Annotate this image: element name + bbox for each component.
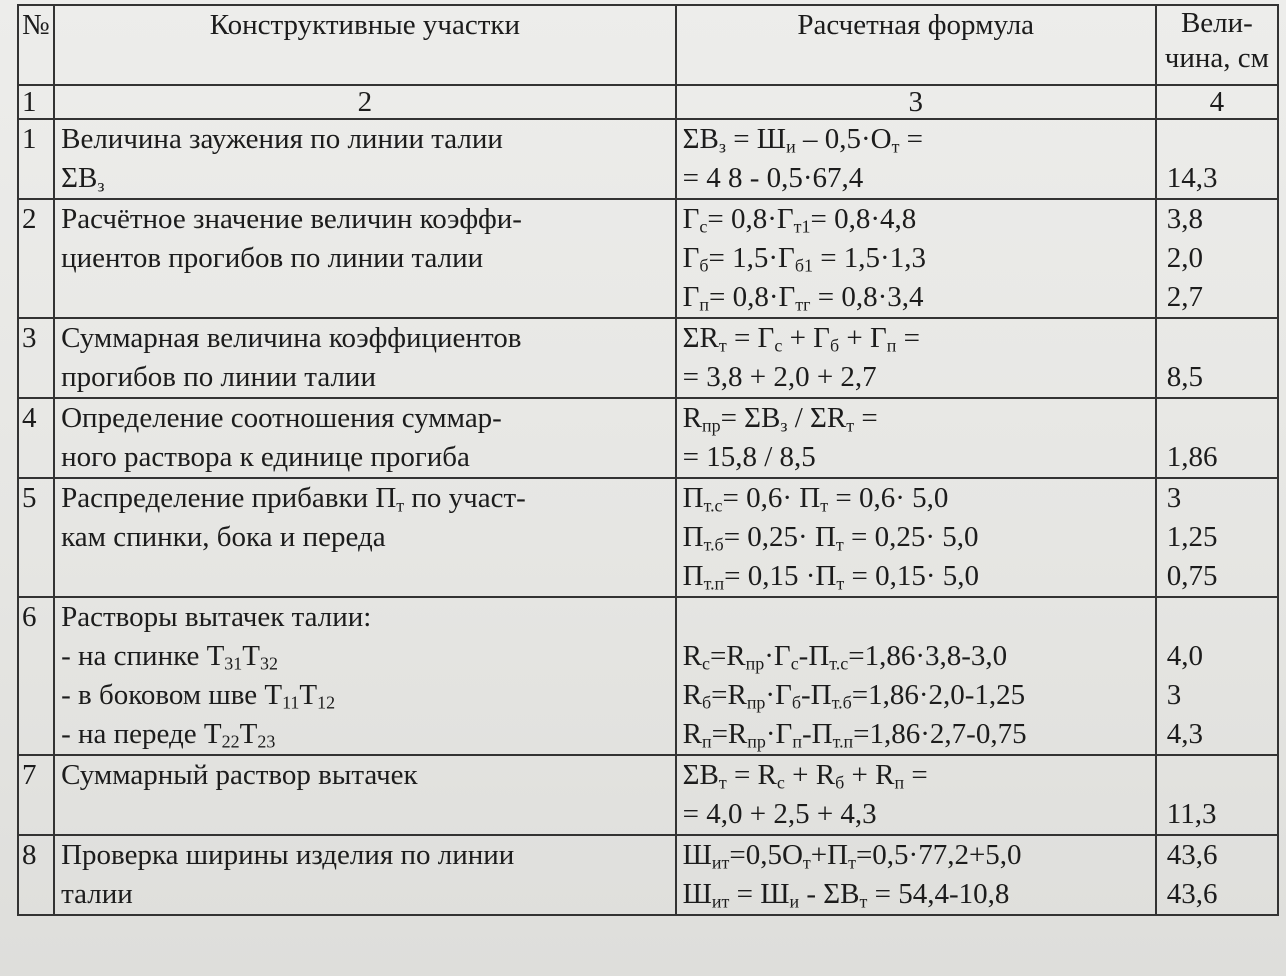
section-cell-line: прогибов по линии талии [61, 361, 376, 393]
table-row [18, 119, 1278, 199]
value-cell-line: 0,75 [1166, 560, 1218, 592]
table-body [18, 119, 1278, 915]
formula-cell-line: $Г_б= 1,5\cdot Г_{б1} = 1,5\cdot 1,3$ [682, 242, 926, 276]
value-cell [1156, 318, 1278, 398]
value-cell-line: 1,25 [1166, 521, 1218, 553]
section-cell-line [61, 795, 669, 834]
row-number: 1 [18, 119, 54, 199]
formula-cell [676, 199, 1156, 318]
column-number: 3 [676, 85, 1156, 119]
formula-cell [676, 398, 1156, 478]
section-cell-line: - в боковом шве $Т_{11}Т_{12}$ [61, 679, 336, 713]
value-cell-line [1167, 120, 1271, 159]
value-cell-line: 3 [1166, 482, 1182, 514]
value-cell [1156, 398, 1278, 478]
header-number: № [18, 5, 54, 85]
formula-cell-line: $R_с=R_{пр}\cdot Г_с-П_{т.с}=1,86\cdot 3,8-3,0$ [682, 640, 1008, 674]
table-row [18, 318, 1278, 398]
value-cell-line: 43,6 [1166, 839, 1218, 871]
value-cell-line: 3,8 [1166, 203, 1204, 235]
section-cell-line: Величина заужения по линии талии [61, 123, 503, 155]
section-cell-line: циентов прогибов по линии талии [61, 242, 484, 274]
value-cell-line [1167, 399, 1271, 438]
section-cell [54, 597, 676, 755]
section-cell-line: талии [61, 878, 133, 910]
formula-cell [676, 755, 1156, 835]
section-cell-line: Определение соотношения суммар- [61, 402, 502, 434]
formula-cell-line [683, 598, 1149, 637]
value-cell-line: 4,3 [1166, 718, 1204, 750]
table-row [18, 398, 1278, 478]
column-number-row [18, 85, 1278, 119]
section-cell [54, 199, 676, 318]
formula-cell-line: $R_п=R_{пр}\cdot Г_п-П_{т.п}=1,86\cdot 2,7-0,75$ [682, 718, 1027, 752]
column-number: 1 [18, 85, 54, 119]
section-cell-line: ного раствора к единице прогиба [61, 441, 470, 473]
section-cell-line: Суммарный раствор вытачек [61, 759, 418, 791]
column-number: 4 [1156, 85, 1278, 119]
formula-cell [676, 318, 1156, 398]
value-cell-line: 2,7 [1166, 281, 1204, 313]
formula-cell-line: $\Sigma В_з = Ш_и - 0,5\cdot О_т$ = [682, 123, 924, 157]
table-row [18, 478, 1278, 597]
formula-cell-line: $П_{т.п}= 0,15 \cdot П_т = 0,15\cdot 5,0$ [682, 560, 980, 594]
section-cell [54, 318, 676, 398]
row-number: 7 [18, 755, 54, 835]
value-cell [1156, 478, 1278, 597]
section-cell-line: Расчётное значение величин коэффи- [61, 203, 522, 235]
formula-cell-line: = 3,8 + 2,0 + 2,7 [682, 361, 877, 393]
section-cell-line: $\Sigma В_з$ [61, 162, 105, 196]
section-cell [54, 119, 676, 199]
formula-cell [676, 835, 1156, 915]
formula-cell [676, 478, 1156, 597]
formula-cell [676, 597, 1156, 755]
header-value-line1: Вели- [1180, 7, 1253, 39]
section-cell [54, 755, 676, 835]
formula-cell-line: $\Sigma В_т = R_с + R_б + R_п$ = [682, 759, 928, 793]
formula-cell-line: $\Sigma R_т = Г_с + Г_б + Г_п$ = [682, 322, 920, 356]
formula-cell-line: $Ш_{ит} = Ш_и - \Sigma В_т = 54,4-10,8$ [682, 878, 1010, 912]
column-number: 2 [54, 85, 676, 119]
row-number: 3 [18, 318, 54, 398]
formula-cell-line: $П_{т.с}= 0,6\cdot П_т = 0,6\cdot 5,0$ [682, 482, 949, 516]
section-cell [54, 398, 676, 478]
formula-cell-line: = 4 8 - 0,5·67,4 [682, 162, 864, 194]
value-cell [1156, 597, 1278, 755]
calculation-table [17, 4, 1279, 916]
value-cell [1156, 835, 1278, 915]
row-number: 4 [18, 398, 54, 478]
value-cell-line: 43,6 [1166, 878, 1218, 910]
section-cell-line: - на переде $Т_{22}Т_{23}$ [61, 718, 276, 752]
section-cell-line [61, 557, 669, 596]
value-cell-line [1167, 319, 1271, 358]
value-cell-line: 14,3 [1166, 162, 1218, 194]
formula-cell-line: $Г_п= 0,8\cdot Г_{тг} = 0,8\cdot 3,4$ [682, 281, 924, 315]
header-value [1156, 5, 1278, 85]
section-cell-line [61, 278, 669, 317]
value-cell-line [1167, 598, 1271, 637]
table-row [18, 755, 1278, 835]
formula-cell [676, 119, 1156, 199]
section-cell-line: кам спинки, бока и переда [61, 521, 386, 553]
section-cell-line: Проверка ширины изделия по линии [61, 839, 515, 871]
value-cell-line: 8,5 [1166, 361, 1204, 393]
row-number: 5 [18, 478, 54, 597]
formula-cell-line: = 15,8 / 8,5 [682, 441, 816, 473]
section-cell [54, 478, 676, 597]
section-cell-line: Распределение прибавки $П_т$ по участ- [61, 482, 526, 516]
section-cell-line: - на спинке $Т_{31}Т_{32}$ [61, 640, 278, 674]
table-row [18, 835, 1278, 915]
formula-cell-line: $R_б=R_{пр}\cdot Г_б-П_{т.б}=1,86\cdot 2,0-1,25$ [682, 679, 1026, 713]
table-row [18, 199, 1278, 318]
section-cell-line: Растворы вытачек талии: [61, 601, 372, 633]
row-number: 6 [18, 597, 54, 755]
table-row [18, 597, 1278, 755]
value-cell [1156, 199, 1278, 318]
header-section: Конструктивные участки [54, 5, 676, 85]
header-row [18, 5, 1278, 85]
value-cell-line [1167, 756, 1271, 795]
value-cell-line: 1,86 [1166, 441, 1218, 473]
formula-cell-line: $П_{т.б}= 0,25\cdot П_т = 0,25\cdot 5,0$ [682, 521, 979, 555]
row-number: 8 [18, 835, 54, 915]
header-value-line2: чина, см [1164, 42, 1269, 74]
value-cell [1156, 119, 1278, 199]
formula-cell-line: = 4,0 + 2,5 + 4,3 [682, 798, 877, 830]
value-cell-line: 2,0 [1166, 242, 1204, 274]
value-cell-line: 3 [1166, 679, 1182, 711]
header-formula: Расчетная формула [676, 5, 1156, 85]
formula-cell-line: $Г_с= 0,8\cdot Г_{т1}= 0,8\cdot 4,8$ [682, 203, 917, 237]
section-cell [54, 835, 676, 915]
value-cell-line: 11,3 [1166, 798, 1217, 830]
formula-cell-line: $Ш_{ит}=0,5О_т+П_т=0,5\cdot 77,2+5,0$ [682, 839, 1022, 873]
section-cell-line: Суммарная величина коэффициентов [61, 322, 522, 354]
row-number: 2 [18, 199, 54, 318]
formula-cell-line: $R_{пр}= \Sigma В_з / \Sigma R_т$ = [682, 402, 878, 436]
value-cell [1156, 755, 1278, 835]
value-cell-line: 4,0 [1166, 640, 1204, 672]
